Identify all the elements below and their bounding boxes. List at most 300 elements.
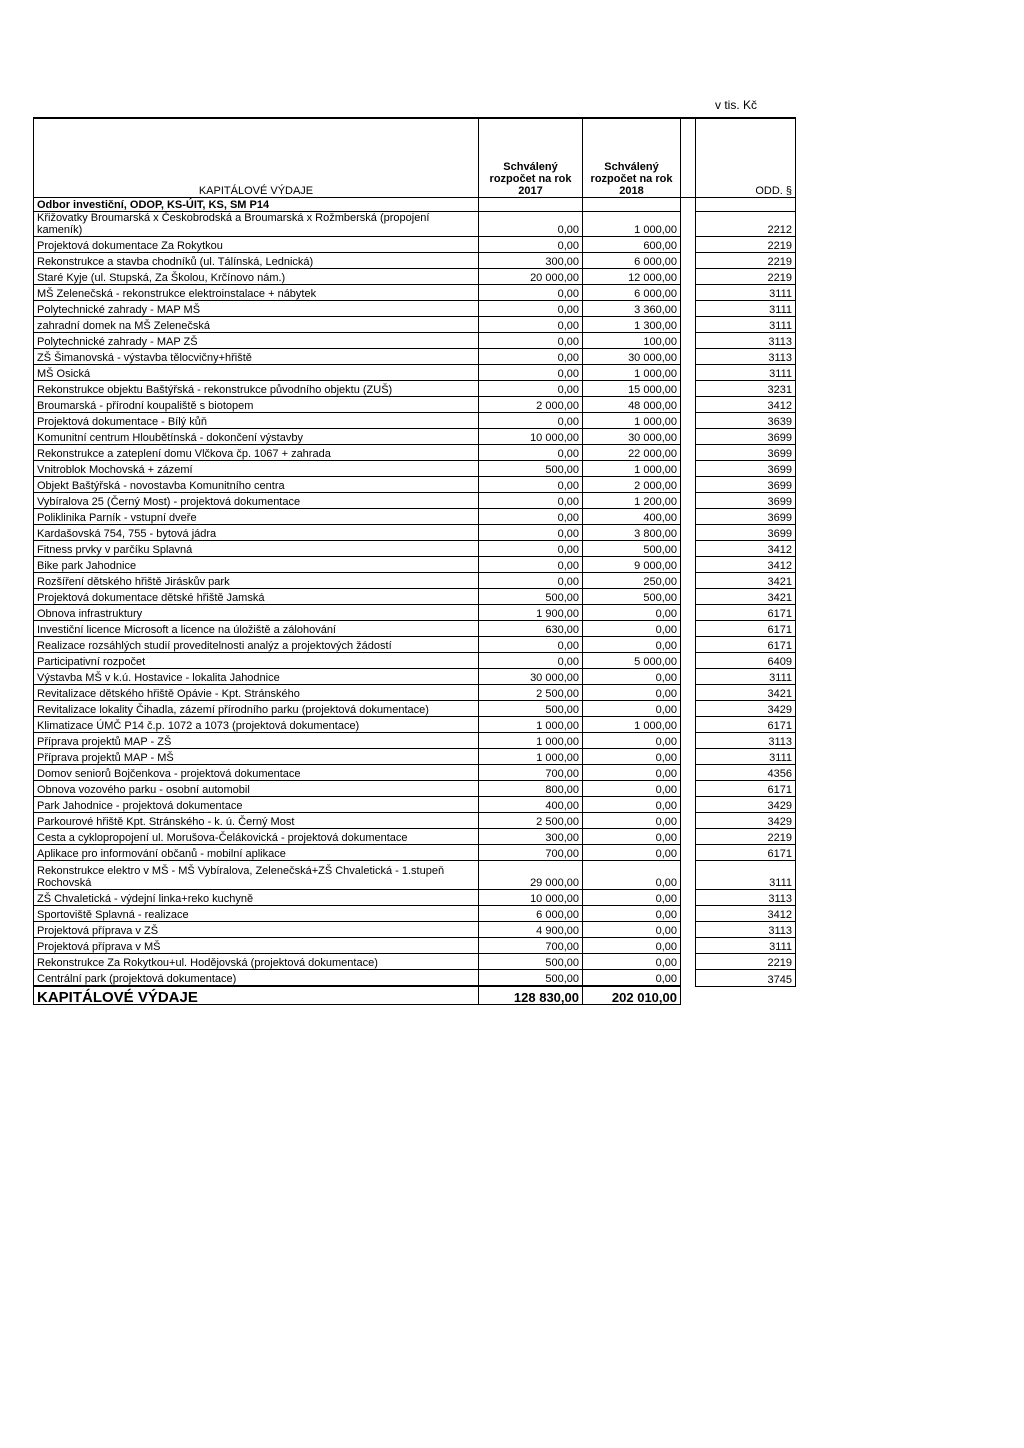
row-gap [681,906,696,922]
amount-2017: 6 000,00 [479,906,583,922]
amount-2018: 0,00 [583,890,681,906]
amount-2018: 100,00 [583,333,681,349]
paragraph-code: 3421 [696,685,796,701]
amount-2018: 22 000,00 [583,445,681,461]
amount-2017: 0,00 [479,285,583,301]
amount-2017: 700,00 [479,938,583,954]
table-row [34,938,796,954]
paragraph-code: 6171 [696,781,796,797]
amount-2018: 250,00 [583,573,681,589]
item-name: Rekonstrukce a zateplení domu Vlčkova čp. 1067 + zahrada [34,445,479,461]
amount-2018: 0,00 [583,621,681,637]
row-gap [681,637,696,653]
paragraph-code: 3113 [696,733,796,749]
item-name: Participativní rozpočet [34,653,479,669]
amount-2017: 0,00 [479,653,583,669]
amount-2018: 48 000,00 [583,397,681,413]
amount-2018: 3 360,00 [583,301,681,317]
amount-2018: 0,00 [583,813,681,829]
amount-2017: 1 000,00 [479,717,583,733]
amount-2018: 0,00 [583,938,681,954]
table-row [34,301,796,317]
row-gap [681,733,696,749]
table-row [34,397,796,413]
paragraph-code: 6171 [696,637,796,653]
item-name: Park Jahodnice - projektová dokumentace [34,797,479,813]
paragraph-code: 6171 [696,605,796,621]
row-gap [681,477,696,493]
amount-2017: 1 000,00 [479,733,583,749]
paragraph-code: 3111 [696,301,796,317]
row-gap [681,685,696,701]
amount-2017: 0,00 [479,477,583,493]
amount-2017: 10 000,00 [479,429,583,445]
item-name: Komunitní centrum Hloubětínská - dokončení výstavby [34,429,479,445]
amount-2018: 1 000,00 [583,717,681,733]
amount-2017: 0,00 [479,365,583,381]
amount-2018: 500,00 [583,589,681,605]
item-name: Příprava projektů MAP - ZŠ [34,733,479,749]
amount-2018: 6 000,00 [583,253,681,269]
row-gap [681,333,696,349]
amount-2018: 30 000,00 [583,429,681,445]
table-row [34,906,796,922]
row-gap [681,461,696,477]
paragraph-code: 3412 [696,397,796,413]
paragraph-code: 3412 [696,906,796,922]
paragraph-code: 3111 [696,285,796,301]
amount-2018: 600,00 [583,237,681,253]
total-odd-empty [696,986,796,1005]
table-row [34,429,796,445]
paragraph-code: 3113 [696,890,796,906]
amount-2018: 0,00 [583,749,681,765]
amount-2018: 0,00 [583,781,681,797]
item-name: Obnova vozového parku - osobní automobil [34,781,479,797]
row-gap [681,621,696,637]
row-gap [681,301,696,317]
amount-2017: 0,00 [479,212,583,237]
amount-2017: 0,00 [479,381,583,397]
row-gap [681,429,696,445]
item-name: Vnitroblok Mochovská + zázemí [34,461,479,477]
paragraph-code: 3429 [696,701,796,717]
paragraph-code: 2219 [696,237,796,253]
amount-2017: 500,00 [479,461,583,477]
paragraph-code: 3111 [696,938,796,954]
row-gap [681,797,696,813]
table-row [34,381,796,397]
row-gap [681,445,696,461]
amount-2018: 0,00 [583,970,681,987]
amount-2017: 0,00 [479,445,583,461]
table-row [34,365,796,381]
row-gap [681,813,696,829]
amount-2018: 0,00 [583,685,681,701]
row-gap [681,890,696,906]
column-header-2018: Schválený rozpočet na rok 2018 [583,118,681,198]
paragraph-code: 3412 [696,541,796,557]
row-gap [681,349,696,365]
item-name: Rekonstrukce Za Rokytkou+ul. Hodějovská (projektová dokumentace) [34,954,479,970]
item-name: Poliklinika Parník - vstupní dveře [34,509,479,525]
item-name: Sportoviště Splavná - realizace [34,906,479,922]
paragraph-code: 3111 [696,669,796,685]
item-name: Výstavba MŠ v k.ú. Hostavice - lokalita Jahodnice [34,669,479,685]
amount-2017: 2 500,00 [479,685,583,701]
unit-label: v tis. Kč [715,98,758,112]
paragraph-code: 3421 [696,573,796,589]
table-row [34,813,796,829]
amount-2018: 1 000,00 [583,212,681,237]
item-name: Rekonstrukce elektro v MŠ - MŠ Vybíralova, Zelenečská+ZŠ Chvaletická - 1.stupeň Rochovská [34,861,479,890]
amount-2017: 0,00 [479,237,583,253]
total-2017: 128 830,00 [479,986,583,1005]
row-gap [681,781,696,797]
amount-2018: 0,00 [583,733,681,749]
item-name: Bike park Jahodnice [34,557,479,573]
amount-2018: 12 000,00 [583,269,681,285]
table-row [34,922,796,938]
amount-2018: 6 000,00 [583,285,681,301]
paragraph-code: 3699 [696,493,796,509]
table-row [34,589,796,605]
table-row [34,733,796,749]
amount-2018: 0,00 [583,954,681,970]
table-row [34,669,796,685]
paragraph-code: 3113 [696,922,796,938]
table-row [34,701,796,717]
amount-2017: 0,00 [479,349,583,365]
paragraph-code: 3111 [696,317,796,333]
table-row [34,573,796,589]
section-row [34,198,796,212]
table-row [34,269,796,285]
row-gap [681,317,696,333]
row-gap [681,365,696,381]
row-gap [681,397,696,413]
item-name: Cesta a cyklopropojení ul. Morušova-Čelákovická - projektová dokumentace [34,829,479,845]
row-gap [681,573,696,589]
item-name: Polytechnické zahrady - MAP ZŠ [34,333,479,349]
amount-2018: 400,00 [583,509,681,525]
paragraph-code: 3699 [696,477,796,493]
table-row [34,829,796,845]
item-name: MŠ Zelenečská - rekonstrukce elektroinstalace + nábytek [34,285,479,301]
row-gap [681,589,696,605]
item-name: Staré Kyje (ul. Stupská, Za Školou, Krčínovo nám.) [34,269,479,285]
amount-2017: 10 000,00 [479,890,583,906]
row-gap [681,717,696,733]
section-title: Odbor investiční, ODOP, KS-ÚIT, KS, SM P14 [34,198,479,212]
row-gap [681,253,696,269]
item-name: ZŠ Chvaletická - výdejní linka+reko kuchyně [34,890,479,906]
row-gap [681,845,696,861]
paragraph-code: 3699 [696,429,796,445]
paragraph-code: 3111 [696,861,796,890]
amount-2017: 2 500,00 [479,813,583,829]
table-row [34,525,796,541]
item-name: Projektová příprava v MŠ [34,938,479,954]
paragraph-code: 6171 [696,717,796,733]
item-name: Realizace rozsáhlých studií proveditelnosti analýz a projektových žádostí [34,637,479,653]
row-gap [681,938,696,954]
row-gap [681,970,696,987]
amount-2017: 630,00 [479,621,583,637]
amount-2018: 1 300,00 [583,317,681,333]
amount-2017: 700,00 [479,845,583,861]
row-gap [681,381,696,397]
amount-2018: 0,00 [583,669,681,685]
table-row [34,445,796,461]
paragraph-code: 3699 [696,445,796,461]
amount-2017: 29 000,00 [479,861,583,890]
row-gap [681,493,696,509]
table-row [34,317,796,333]
table-row [34,237,796,253]
item-name: Vybíralova 25 (Černý Most) - projektová dokumentace [34,493,479,509]
amount-2017: 300,00 [479,253,583,269]
paragraph-code: 3421 [696,589,796,605]
amount-2017: 800,00 [479,781,583,797]
paragraph-code: 6409 [696,653,796,669]
amount-2017: 0,00 [479,525,583,541]
amount-2018: 15 000,00 [583,381,681,397]
item-name: Rozšíření dětského hřiště Jiráskův park [34,573,479,589]
amount-2018: 3 800,00 [583,525,681,541]
row-gap [681,922,696,938]
item-name: Rekonstrukce a stavba chodníků (ul. Tálínská, Lednická) [34,253,479,269]
table-row [34,541,796,557]
amount-2017: 0,00 [479,317,583,333]
row-gap [681,605,696,621]
paragraph-code: 3429 [696,813,796,829]
amount-2018: 0,00 [583,797,681,813]
amount-2018: 0,00 [583,829,681,845]
section-cell-2017 [479,198,583,212]
table-row [34,349,796,365]
table-row [34,509,796,525]
item-name: Obnova infrastruktury [34,605,479,621]
paragraph-code: 2219 [696,954,796,970]
amount-2018: 1 000,00 [583,461,681,477]
row-gap [681,954,696,970]
paragraph-code: 2219 [696,269,796,285]
table-row [34,890,796,906]
row-gap [681,861,696,890]
item-name: Investiční licence Microsoft a licence na úložiště a zálohování [34,621,479,637]
item-name: Fitness prvky v parčíku Splavná [34,541,479,557]
table-row [34,717,796,733]
paragraph-code: 6171 [696,845,796,861]
row-gap [681,285,696,301]
paragraph-code: 3429 [696,797,796,813]
row-gap [681,749,696,765]
amount-2017: 1 900,00 [479,605,583,621]
table-row [34,557,796,573]
column-header-odd: ODD. § [696,118,796,198]
amount-2018: 0,00 [583,701,681,717]
paragraph-code: 4356 [696,765,796,781]
table-row [34,333,796,349]
item-name: Projektová dokumentace Za Rokytkou [34,237,479,253]
amount-2017: 0,00 [479,637,583,653]
item-name: Polytechnické zahrady - MAP MŠ [34,301,479,317]
table-row [34,797,796,813]
table-row [34,749,796,765]
amount-2018: 0,00 [583,845,681,861]
item-name: Příprava projektů MAP - MŠ [34,749,479,765]
item-name: Domov seniorů Bojčenkova - projektová dokumentace [34,765,479,781]
paragraph-code: 3113 [696,349,796,365]
amount-2017: 0,00 [479,333,583,349]
amount-2017: 500,00 [479,589,583,605]
table-row [34,621,796,637]
amount-2017: 500,00 [479,954,583,970]
amount-2017: 700,00 [479,765,583,781]
total-label: KAPITÁLOVÉ VÝDAJE [34,986,479,1005]
row-gap [681,509,696,525]
budget-table [33,117,796,1005]
table-row [34,954,796,970]
item-name: Křižovatky Broumarská x Českobrodská a Broumarská x Rožmberská (propojení kameník) [34,212,479,237]
amount-2017: 400,00 [479,797,583,813]
section-cell-2018 [583,198,681,212]
table-title: KAPITÁLOVÉ VÝDAJE [34,118,479,198]
row-gap [681,525,696,541]
total-gap [681,986,696,1005]
amount-2017: 0,00 [479,509,583,525]
table-row [34,781,796,797]
table-row [34,461,796,477]
paragraph-code: 3111 [696,749,796,765]
amount-2018: 0,00 [583,605,681,621]
row-gap [681,212,696,237]
amount-2018: 5 000,00 [583,653,681,669]
row-gap [681,669,696,685]
section-gap [681,198,696,212]
table-row [34,637,796,653]
row-gap [681,557,696,573]
item-name: Revitalizace lokality Čihadla, zázemí přírodního parku (projektová dokumentace) [34,701,479,717]
amount-2017: 0,00 [479,557,583,573]
amount-2017: 500,00 [479,701,583,717]
item-name: Rekonstrukce objektu Baštýřská - rekonstrukce původního objektu (ZUŠ) [34,381,479,397]
paragraph-code: 3639 [696,413,796,429]
table-row [34,413,796,429]
paragraph-code: 3113 [696,333,796,349]
table-row [34,285,796,301]
amount-2017: 0,00 [479,413,583,429]
item-name: Kardašovská 754, 755 - bytová jádra [34,525,479,541]
amount-2017: 1 000,00 [479,749,583,765]
column-header-2017: Schválený rozpočet na rok 2017 [479,118,583,198]
item-name: Centrální park (projektová dokumentace) [34,970,479,987]
table-row [34,845,796,861]
item-name: Parkourové hřiště Kpt. Stránského - k. ú. Černý Most [34,813,479,829]
paragraph-code: 3699 [696,525,796,541]
row-gap [681,269,696,285]
table-row [34,605,796,621]
paragraph-code: 3699 [696,461,796,477]
paragraph-code: 3745 [696,970,796,987]
amount-2017: 0,00 [479,541,583,557]
amount-2018: 0,00 [583,861,681,890]
amount-2017: 0,00 [479,573,583,589]
total-2018: 202 010,00 [583,986,681,1005]
paragraph-code: 2219 [696,253,796,269]
paragraph-code: 2219 [696,829,796,845]
row-gap [681,653,696,669]
item-name: Projektová dokumentace dětské hřiště Jamská [34,589,479,605]
amount-2018: 0,00 [583,765,681,781]
amount-2017: 300,00 [479,829,583,845]
paragraph-code: 3699 [696,509,796,525]
row-gap [681,829,696,845]
item-name: Broumarská - přírodní koupaliště s biotopem [34,397,479,413]
total-row [34,986,796,1005]
table-row [34,253,796,269]
item-name: Objekt Baštýřská - novostavba Komunitního centra [34,477,479,493]
table-row [34,477,796,493]
table-row [34,970,796,987]
table-row [34,212,796,237]
table-header-row [34,118,796,198]
table-row [34,493,796,509]
amount-2018: 2 000,00 [583,477,681,493]
amount-2017: 20 000,00 [479,269,583,285]
item-name: Klimatizace ÚMČ P14 č.p. 1072 a 1073 (projektová dokumentace) [34,717,479,733]
amount-2018: 0,00 [583,922,681,938]
header-gap [681,118,696,198]
amount-2018: 0,00 [583,637,681,653]
table-row [34,765,796,781]
paragraph-code: 2212 [696,212,796,237]
table-row [34,653,796,669]
amount-2018: 1 000,00 [583,365,681,381]
item-name: ZŠ Šimanovská - výstavba tělocvičny+hřiště [34,349,479,365]
amount-2017: 4 900,00 [479,922,583,938]
item-name: Aplikace pro informování občanů - mobilní aplikace [34,845,479,861]
section-cell-odd [696,198,796,212]
paragraph-code: 3412 [696,557,796,573]
row-gap [681,541,696,557]
item-name: Projektová příprava v ZŠ [34,922,479,938]
table-row [34,685,796,701]
amount-2018: 500,00 [583,541,681,557]
amount-2017: 2 000,00 [479,397,583,413]
amount-2017: 0,00 [479,493,583,509]
amount-2018: 1 200,00 [583,493,681,509]
amount-2018: 1 000,00 [583,413,681,429]
row-gap [681,237,696,253]
paragraph-code: 3231 [696,381,796,397]
amount-2017: 30 000,00 [479,669,583,685]
amount-2018: 30 000,00 [583,349,681,365]
item-name: Revitalizace dětského hřiště Opávie - Kpt. Stránského [34,685,479,701]
paragraph-code: 3111 [696,365,796,381]
amount-2017: 500,00 [479,970,583,987]
item-name: MŠ Osická [34,365,479,381]
amount-2018: 9 000,00 [583,557,681,573]
row-gap [681,765,696,781]
paragraph-code: 6171 [696,621,796,637]
table-row [34,861,796,890]
row-gap [681,413,696,429]
row-gap [681,701,696,717]
amount-2017: 0,00 [479,301,583,317]
item-name: Projektová dokumentace - Bílý kůň [34,413,479,429]
